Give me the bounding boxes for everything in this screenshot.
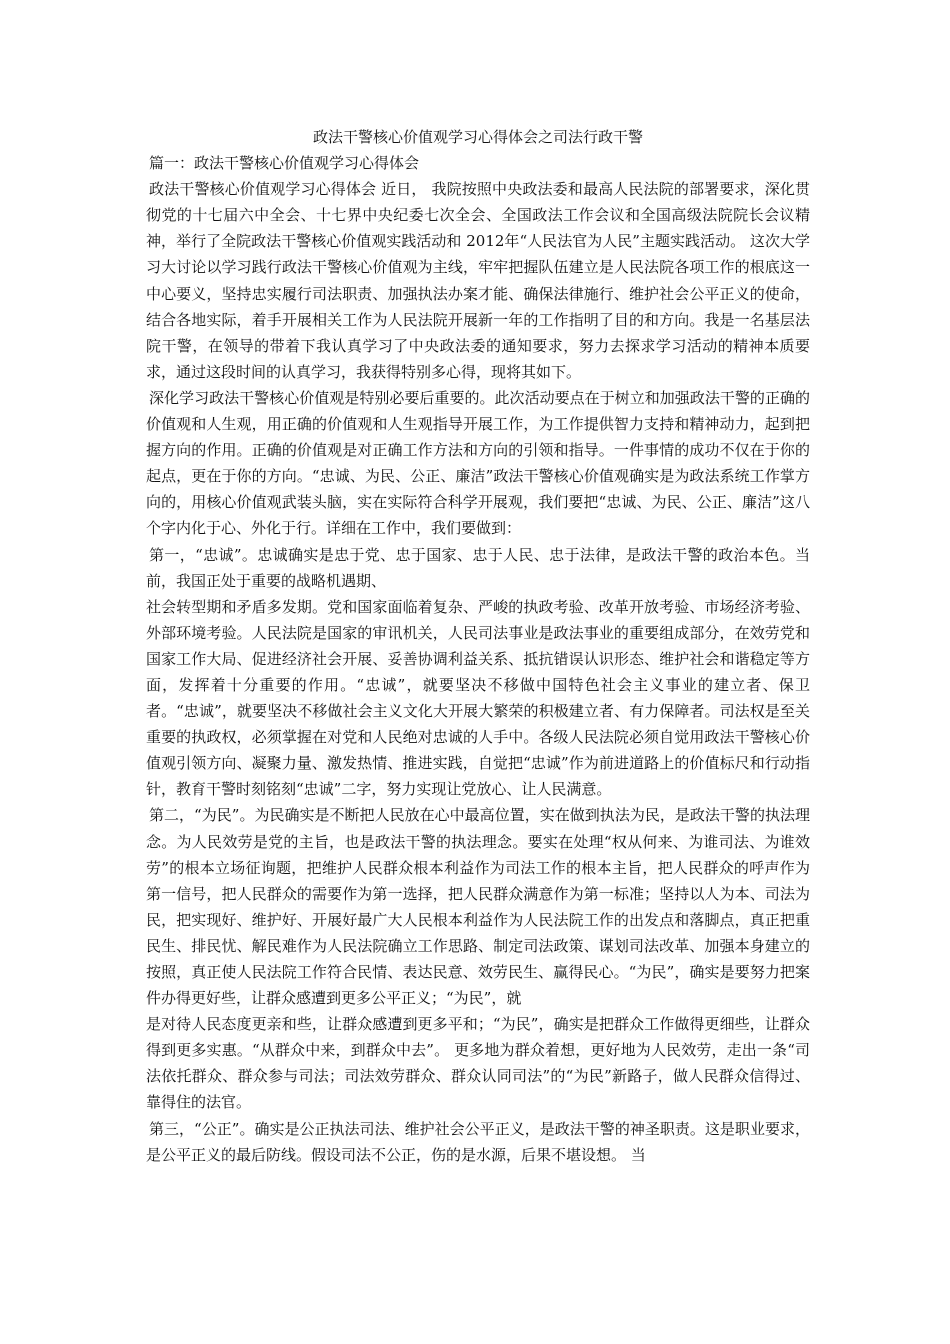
paragraph-loyalty-start: 第一，“忠诚”。忠诚确实是忠于党、忠于国家、忠于人民、忠于法律，是政法干警的政治本色。当前，我国正处于重要的战略机遇期、 [146,545,810,590]
paragraph-loyalty-cont: 社会转型期和矛盾多发期。党和国家面临着复杂、严峻的执政考验、改革开放考验、市场经济考验、外部环境考验。人民法院是国家的审讯机关，人民司法事业是政法事业的重要组成部分，在效劳党和国家工作大局、促进经济社会开展、妥善协调利益关系、抵抗错误认识形态、维护社会和谐稳定等方面，发挥着十分重要的作用。“忠诚”，就要坚决不移做中国特色社会主义事业的建立者、保卫者。“忠诚”，就要坚决不移做社会主义文化大开展大繁荣的积极建立者、有力保障者。司法权是至关重要的执政权，必须掌握在对党和人民绝对忠诚的人手中。各级人民法院必须自觉用政法干警核心价值观引领方向、凝聚力量、激发热情、推进实践，自觉把“忠诚”作为前进道路上的价值标尺和行动指针，教育干警时刻铭刻“忠诚”二字，努力实现让党放心、让人民满意。 [146,597,810,799]
paragraph-justice: 第三，“公正”。确实是公正执法司法、维护社会公平正义，是政法干警的神圣职责。这是职业要求，是公平正义的最后防线。假设司法不公正，伤的是水源，后果不堪设想。 当 [146,1119,810,1164]
paragraph-intro: 政法干警核心价值观学习心得体会 近日， 我院按照中央政法委和最高人民法院的部署要求，深化贯彻党的十七届六中全会、十七界中央纪委七次全会、全国政法工作会议和全国高级法院院长会议精神，举行了全院政法干警核心价值观实践活动和 2012年“人民法官为人民”主题实践活动。 这次大学习大讨论以学习践行政法干警核心价值观为主线，牢牢把握队伍建立是人民法院各项工作的根底这一中心要义，坚持忠实履行司法职责、加强执法办案才能、确保法律施行、维护社会公平正义的使命，结合各地实际，着手开展相关工作为人民法院开展新一年的工作指明了目的和方向。我是一名基层法院干警，在领导的带着下我认真学习了中央政法委的通知要求，努力去探求学习活动的精神本质要求，通过这段时间的认真学习，我获得特别多心得，现将其如下。 [146,180,810,381]
paragraph-for-people-cont: 是对待人民态度更亲和些，让群众感遭到更多平和；“为民”，确实是把群众工作做得更细些，让群众得到更多实惠。“从群众中来，到群众中去”。 更多地为群众着想，更好地为人民效劳，走出一条“司法依托群众、群众参与司法；司法效劳群众、群众认同司法”的“为民”新路子，做人民群众信得过、靠得住的法官。 [146,1015,810,1112]
paragraph-heading-part1: 篇一：政法干警核心价值观学习心得体会 [149,154,420,173]
paragraph-importance: 深化学习政法干警核心价值观是特别必要后重要的。此次活动要点在于树立和加强政法干警的正确的价值观和人生观，用正确的价值观和人生观指导开展工作，为工作提供智力支持和精神动力，起到把握方向的作用。正确的价值观是对正确工作方法和方向的引领和指导。一件事情的成功不仅在于你的起点，更在于你的方向。“忠诚、为民、公正、廉洁”政法干警核心价值观确实是为政法系统工作掌方向的，用核心价值观武装头脑，实在实际符合科学开展观，我们要把“忠诚、为民、公正、廉洁”这八个字内化于心、外化于行。详细在工作中，我们要做到： [146,388,810,538]
paragraph-for-people: 第二，“为民”。为民确实是不断把人民放在心中最高位置，实在做到执法为民，是政法干警的执法理念。为人民效劳是党的主旨，也是政法干警的执法理念。要实在处理“权从何来、为谁司法、为谁效劳”的根本立场征询题，把维护人民群众根本利益作为司法工作的根本主旨，把人民群众的呼声作为第一信号，把人民群众的需要作为第一选择，把人民群众满意作为第一标准；坚持以人为本、司法为民，把实现好、维护好、开展好最广大人民根本利益作为人民法院工作的出发点和落脚点，真正把重民生、排民忧、解民难作为人民法院确立工作思路、制定司法政策、谋划司法改革、加强本身建立的按照，真正使人民法院工作符合民情、表达民意、效劳民生、赢得民心。“为民”，确实是要努力把案件办得更好些，让群众感遭到更多公平正义；“为民”，就 [146,806,810,1008]
document-title: 政法干警核心价值观学习心得体会之司法行政干警 [312,128,643,146]
document-page [146,124,810,1168]
